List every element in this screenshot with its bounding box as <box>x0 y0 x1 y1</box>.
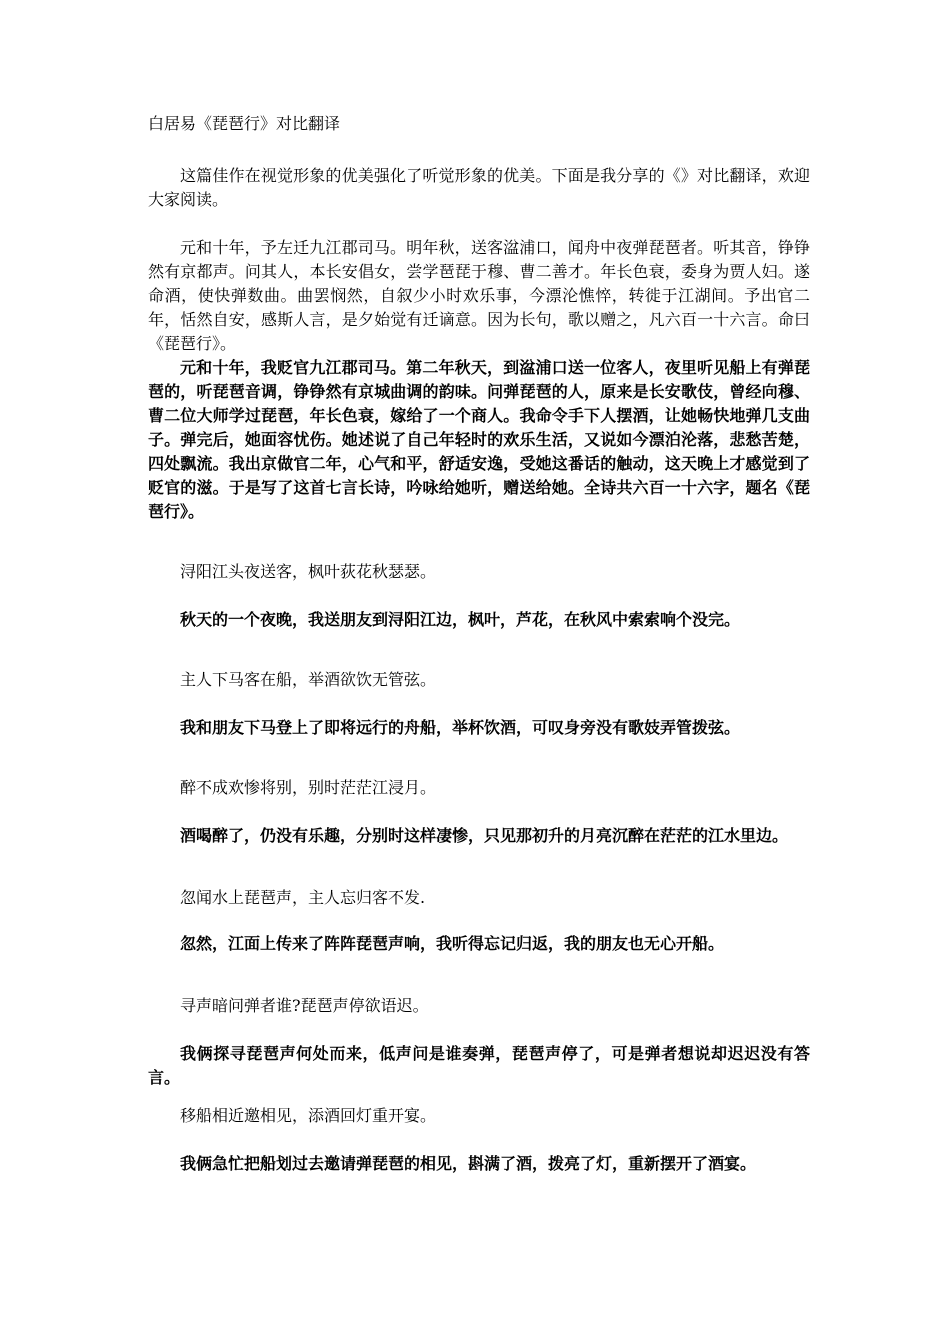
verse-original-4: 忽闻水上琵琶声，主人忘归客不发. <box>180 888 426 907</box>
intro-paragraph: 这篇佳作在视觉形象的优美强化了听觉形象的优美。下面是我分享的《》对比翻译，欢迎大家阅读。 <box>148 166 810 209</box>
verse-original-2: 主人下马客在船，举酒欲饮无管弦。 <box>180 670 437 689</box>
verse-original-1: 浔阳江头夜送客，枫叶荻花秋瑟瑟。 <box>180 562 437 581</box>
verse-original-6: 移船相近邀相见，添酒回灯重开宴。 <box>180 1106 437 1125</box>
verse-translation-2: 我和朋友下马登上了即将远行的舟船，举杯饮酒，可叹身旁没有歌妓弄管拨弦。 <box>180 718 741 737</box>
verse-translation-4: 忽然，江面上传来了阵阵琵琶声响，我听得忘记归返，我的朋友也无心开船。 <box>180 934 725 953</box>
preface-original-paragraph: 元和十年，予左迁九江郡司马。明年秋，送客湓浦口，闻舟中夜弹琵琶者。听其音，铮铮然有京都声。问其人，本长安倡女，尝学琶琵于穆、曹二善才。年长色衰，委身为贾人妇。遂命酒，使快弹数曲。曲罢悯然，自叙少小时欢乐事，今漂沦憔悴，转徙于江湖间。予出官二年，恬然自安，感斯人言，是夕始觉有迁谪意。因为长句，歌以赠之，凡六百一十六言。命曰《琵琶行》。 <box>148 238 810 353</box>
verse-translation-5: 我俩探寻琵琶声何处而来，低声问是谁奏弹，琵琶声停了，可是弹者想说却迟迟没有答言。 <box>148 1044 810 1087</box>
preface-translation-paragraph: 元和十年，我贬官九江郡司马。第二年秋天，到湓浦口送一位客人，夜里听见船上有弹琵琶的，听琵琶音调，铮铮然有京城曲调的韵味。问弹琵琶的人，原来是长安歌伎，曾经向穆、曹二位大师学过琵琶，年长色衰，嫁给了一个商人。我命令手下人摆酒，让她畅快地弹几支曲子。弹完后，她面容忧伤。她述说了自己年轻时的欢乐生活，又说如今漂泊沦落，悲愁苦楚，四处飘流。我出京做官二年，心气和平，舒适安逸，受她这番话的触动，这天晚上才感觉到了贬官的滋。于是写了这首七言长诗，吟咏给她听，赠送给她。全诗共六百一十六字，题名《琵琶行》。 <box>148 358 810 521</box>
verse-original-3: 醉不成欢惨将别，别时茫茫江浸月。 <box>180 778 437 797</box>
document-title: 白居易《琵琶行》对比翻译 <box>148 114 341 133</box>
verse-translation-3: 酒喝醉了，仍没有乐趣，分别时这样凄惨，只见那初升的月亮沉醉在茫茫的江水里边。 <box>180 826 789 845</box>
verse-translation-1: 秋天的一个夜晚，我送朋友到浔阳江边，枫叶，芦花，在秋风中索索响个没完。 <box>180 610 741 629</box>
verse-original-5: 寻声暗问弹者谁?琵琶声停欲语迟。 <box>180 996 429 1015</box>
verse-translation-6: 我俩急忙把船划过去邀请弹琵琶的相见，斟满了酒，拨亮了灯，重新摆开了酒宴。 <box>180 1154 757 1173</box>
